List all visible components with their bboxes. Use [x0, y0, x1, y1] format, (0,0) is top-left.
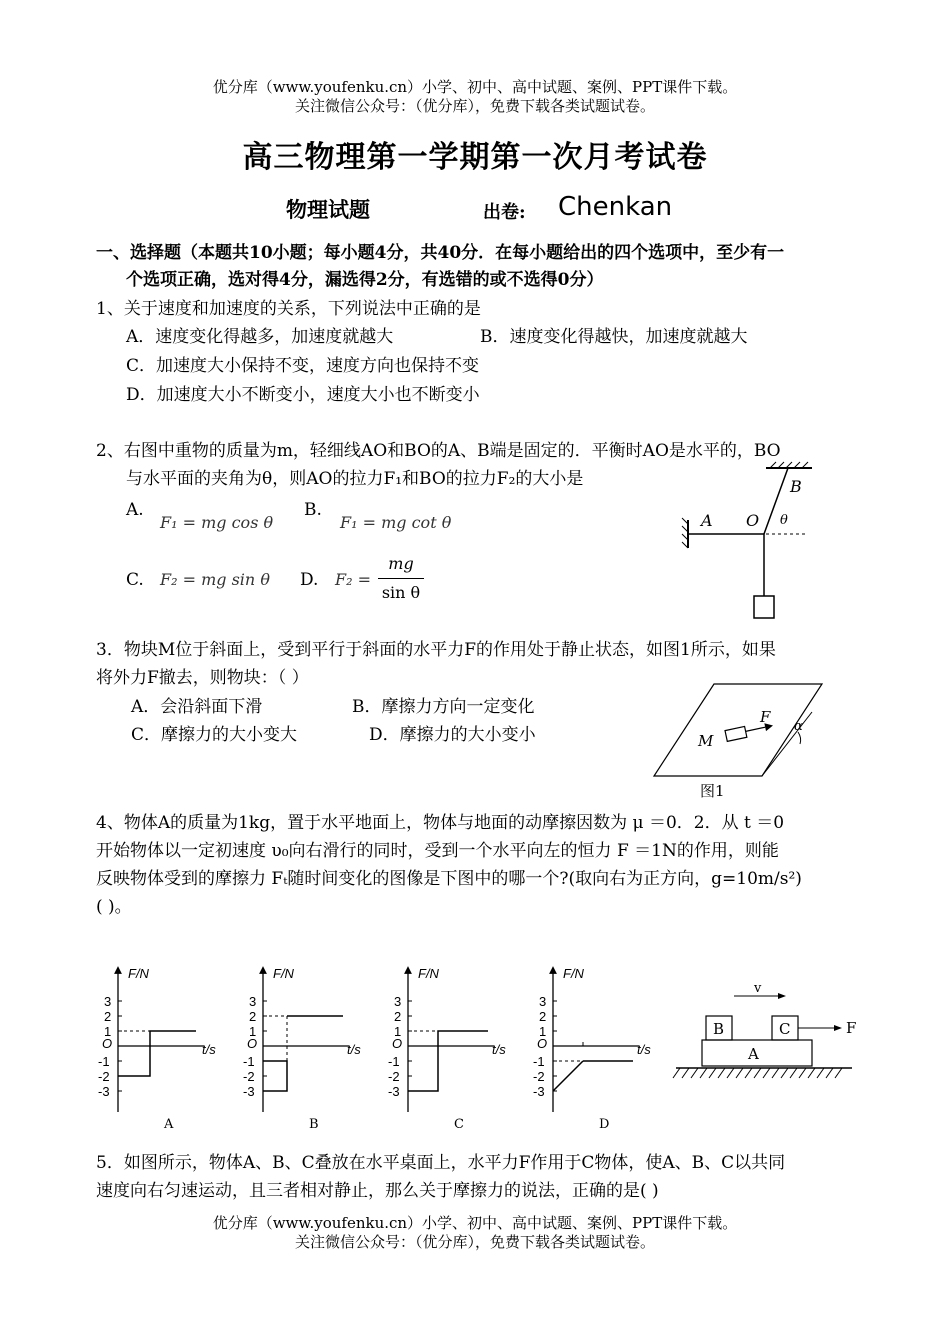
q3-fig-label-f: F: [760, 708, 771, 726]
ground-hatch-line: [826, 1068, 833, 1078]
q3-fig-label-alpha: α: [794, 719, 803, 734]
header-line-2: 关注微信公众号：（优分库），免费下载各类试题试卷。: [294, 97, 655, 115]
graph-c-series: [408, 1031, 488, 1091]
q2-option-c-formula: F₂ = mg sin θ: [160, 570, 270, 589]
q3-option-c: C．摩擦力的大小变大: [131, 725, 298, 745]
graph-d-series-1: [553, 1061, 583, 1091]
q2-option-a-formula: F₁ = mg cos θ: [160, 513, 274, 532]
fraction-bar: [378, 578, 424, 579]
graph-y-label: F/N: [563, 966, 584, 981]
graph-y-label: F/N: [273, 966, 294, 981]
graph-tick-label: 2: [104, 1009, 112, 1024]
ground-hatch-line: [709, 1068, 716, 1078]
q4-stem-line-2: 开始物体以一定初速度 υ₀向右滑行的同时，受到一个水平向左的恒力 F ＝1N的作用，则能: [96, 841, 779, 861]
graph-tick-label: -2: [243, 1069, 255, 1084]
graph-tick-label: 1: [249, 1024, 257, 1039]
graph-x-label: t/s: [347, 1042, 361, 1057]
ground-hatch-line: [691, 1068, 698, 1078]
ground-hatch-line: [754, 1068, 761, 1078]
ground-hatch-line: [736, 1068, 743, 1078]
graph-tick-label: -1: [98, 1054, 110, 1069]
ground-hatch-line: [772, 1068, 779, 1078]
graph-tick-label: -1: [243, 1054, 255, 1069]
graph-tick-label: 3: [249, 994, 257, 1009]
blocks-fig-label-v: v: [754, 981, 762, 996]
q2-fig-label-b: B: [790, 477, 802, 496]
q2-figure: [670, 462, 820, 622]
graph-tick-label: -1: [388, 1054, 400, 1069]
subtitle-left: 物理试题: [286, 197, 370, 222]
graph-tick-label: -2: [533, 1069, 545, 1084]
q3-option-b: B．摩擦力方向一定变化: [352, 697, 535, 717]
q2-option-d-numerator: mg: [388, 554, 414, 573]
q2-option-b-formula: F₁ = mg cot θ: [340, 513, 452, 532]
q3-fig-caption: 图1: [700, 782, 725, 800]
q4-stem-line-3: 反映物体受到的摩擦力 Fₜ随时间变化的图像是下图中的哪一个?(取向右为正方向，g=10m/s²): [96, 869, 802, 889]
section-heading-line-1: 一、选择题（本题共10小题；每小题4分，共40分．在每小题给出的四个选项中，至少有一: [96, 243, 785, 263]
footer-line-1: 优分库（www.youfenku.cn）小学、初中、高中试题、案例、PPT课件下载。: [212, 1214, 738, 1232]
blocks-fig-label-f: F: [846, 1019, 857, 1037]
q2-option-d-label: D.: [300, 570, 319, 590]
graph-x-label: t/s: [202, 1042, 216, 1057]
q3-option-d: D．摩擦力的大小变小: [369, 725, 536, 745]
q3-stem-line-2: 将外力F撤去，则物块：（ ）: [96, 668, 309, 688]
graph-caption: A: [164, 1117, 174, 1132]
page-title: 高三物理第一学期第一次月考试卷: [242, 140, 708, 175]
q4-stem-line-1: 4、物体A的质量为1kg，置于水平地面上，物体与地面的动摩擦因数为 μ ＝0．2．从 t ＝0: [96, 813, 785, 833]
graph-y-label: F/N: [418, 966, 439, 981]
graph-x-label: t/s: [637, 1042, 651, 1057]
q1-option-c: C．加速度大小保持不变，速度方向也保持不变: [126, 356, 480, 376]
graph-caption: D: [599, 1117, 610, 1132]
graph-tick-label: -2: [98, 1069, 110, 1084]
q4-stem-line-4: ( )。: [96, 897, 132, 917]
graph-tick-label: 3: [104, 994, 112, 1009]
ground-hatch-line: [682, 1068, 689, 1078]
graph-caption: B: [309, 1117, 319, 1132]
q2-option-c-label: C.: [126, 570, 144, 590]
ground-hatch-line: [727, 1068, 734, 1078]
graph-tick-label: 1: [104, 1024, 112, 1039]
ground-hatch-line: [817, 1068, 824, 1078]
graph-caption: C: [454, 1117, 464, 1132]
ground-hatch-line: [745, 1068, 752, 1078]
q1-option-b: B．速度变化得越快，加速度就越大: [480, 327, 748, 347]
q1-stem: 1、关于速度和加速度的关系，下列说法中正确的是: [96, 299, 481, 319]
ground-hatch-line: [700, 1068, 707, 1078]
graph-tick-label: 2: [249, 1009, 257, 1024]
q1-option-a: A．速度变化得越多，加速度就越大: [126, 327, 394, 347]
graph-tick-label: 3: [539, 994, 547, 1009]
graph-origin: O: [392, 1036, 403, 1051]
q2-option-d-denominator: sin θ: [381, 583, 421, 602]
q4-graphs: [96, 962, 676, 1142]
author-label: 出卷:: [483, 202, 526, 223]
q2-stem-line-1: 2、右图中重物的质量为m，轻细线AO和BO的A、B端是固定的．平衡时AO是水平的，BO: [96, 441, 781, 461]
graph-tick-label: -1: [533, 1054, 545, 1069]
blocks-fig-label-a: A: [748, 1045, 759, 1063]
header-line-1: 优分库（www.youfenku.cn）小学、初中、高中试题、案例、PPT课件下载。: [212, 78, 738, 96]
blocks-fig-label-c: C: [779, 1020, 791, 1038]
ground-hatch-line: [808, 1068, 815, 1078]
q3-stem-line-1: 3．物块M位于斜面上，受到平行于斜面的水平力F的作用处于静止状态，如图1所示，如果: [96, 640, 776, 660]
ground-hatch-line: [835, 1068, 842, 1078]
q5-stem-line-2: 速度向右匀速运动，且三者相对静止，那么关于摩擦力的说法，正确的是( ): [96, 1181, 659, 1201]
q3-option-a: A．会沿斜面下滑: [131, 697, 263, 717]
graph-tick-label: 2: [539, 1009, 547, 1024]
q2-option-d-formula-lhs: F₂ =: [335, 570, 372, 589]
ground-hatch-line: [790, 1068, 797, 1078]
footer-line-2: 关注微信公众号：（优分库），免费下载各类试题试卷。: [294, 1233, 655, 1251]
q2-fig-label-o: O: [746, 511, 760, 530]
q2-stem-line-2: 与水平面的夹角为θ，则AO的拉力F₁和BO的拉力F₂的大小是: [126, 469, 584, 489]
graph-x-label: t/s: [492, 1042, 506, 1057]
ground-hatch-line: [763, 1068, 770, 1078]
q2-option-a-label: A.: [126, 500, 144, 520]
graph-origin: O: [247, 1036, 258, 1051]
q1-option-d: D．加速度大小不断变小，速度大小也不断变小: [126, 385, 480, 405]
ground-hatch-line: [799, 1068, 806, 1078]
graph-tick-label: -3: [533, 1084, 545, 1099]
q5-blocks-figure: [676, 982, 866, 1082]
q2-option-b-label: B.: [304, 500, 322, 520]
q3-fig-label-m: M: [698, 732, 714, 750]
graph-tick-label: -2: [388, 1069, 400, 1084]
graph-tick-label: -3: [243, 1084, 255, 1099]
graph-tick-label: -3: [388, 1084, 400, 1099]
graph-tick-label: 3: [394, 994, 402, 1009]
section-heading-line-2: 个选项正确，选对得4分，漏选得2分，有选错的或不选得0分）: [126, 270, 604, 290]
author-name: Chenkan: [558, 192, 673, 222]
ground-hatch-line: [718, 1068, 725, 1078]
graph-tick-label: 2: [394, 1009, 402, 1024]
q3-figure: [650, 682, 830, 802]
graph-a-series: [118, 1031, 196, 1076]
q2-fig-label-theta: θ: [780, 513, 788, 528]
q2-fig-label-a: A: [701, 511, 713, 530]
ground-hatch-line: [781, 1068, 788, 1078]
graph-origin: O: [537, 1036, 548, 1051]
graph-tick-label: 1: [394, 1024, 402, 1039]
graph-y-label: F/N: [128, 966, 149, 981]
graph-tick-label: -3: [98, 1084, 110, 1099]
q5-stem-line-1: 5．如图所示，物体A、B、C叠放在水平桌面上，水平力F作用于C物体，使A、B、C以共同: [96, 1153, 786, 1173]
blocks-fig-label-b: B: [713, 1020, 725, 1038]
graph-origin: O: [102, 1036, 113, 1051]
graph-tick-label: 1: [539, 1024, 547, 1039]
